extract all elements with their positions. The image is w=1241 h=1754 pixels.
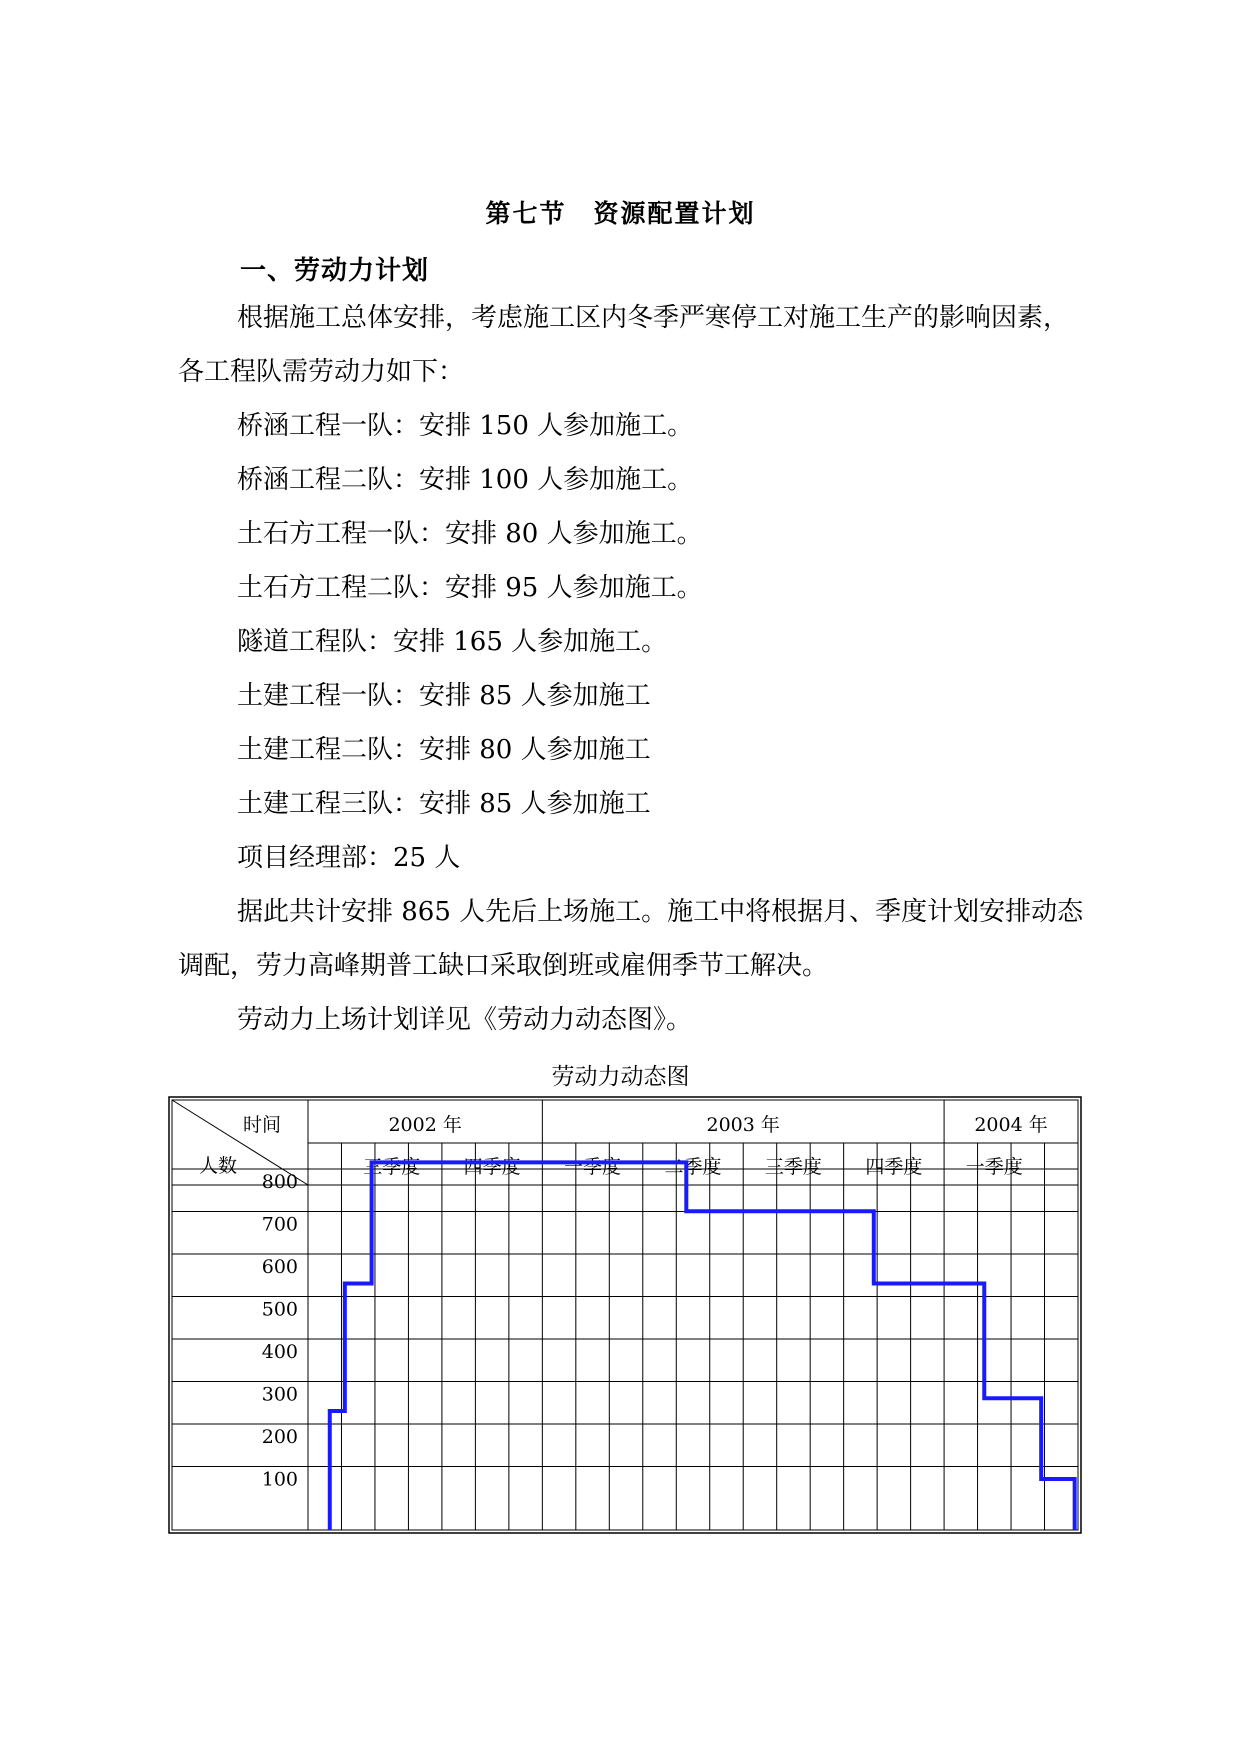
paragraph: 劳动力上场计划详见《劳动力动态图》。 xyxy=(237,1005,693,1035)
quarter-label: 四季度 xyxy=(463,1156,521,1178)
quarter-label: 三季度 xyxy=(764,1156,822,1178)
year-label: 2004 年 xyxy=(974,1114,1048,1136)
y-tick-label: 600 xyxy=(261,1256,298,1278)
year-label: 2003 年 xyxy=(706,1114,780,1136)
paragraph: 据此共计安排 865 人先后上场施工。施工中将根据月、季度计划安排动态调配，劳力高峰期普工缺口采取倒班或雇佣季节工解决。 xyxy=(178,897,1084,981)
corner-count-label: 人数 xyxy=(198,1155,238,1177)
y-tick-label: 500 xyxy=(261,1298,298,1321)
paragraph: 项目经理部：25 人 xyxy=(237,843,461,873)
paragraph: 土建工程三队：安排 85 人参加施工 xyxy=(237,789,651,819)
year-label: 2002 年 xyxy=(388,1114,462,1136)
quarter-label: 四季度 xyxy=(865,1156,923,1178)
y-tick-label: 300 xyxy=(261,1383,298,1406)
paragraph: 土石方工程二队：安排 95 人参加施工。 xyxy=(237,573,703,603)
chart-title: 劳动力动态图 xyxy=(551,1064,690,1090)
paragraph: 土石方工程一队：安排 80 人参加施工。 xyxy=(237,519,703,549)
section-heading: 一、劳动力计划 xyxy=(240,256,430,286)
paragraph: 隧道工程队：安排 165 人参加施工。 xyxy=(237,627,668,657)
page-title: 第七节 资源配置计划 xyxy=(485,199,756,228)
quarter-label: 一季度 xyxy=(564,1156,622,1178)
y-tick-label: 100 xyxy=(261,1468,298,1491)
y-tick-label: 400 xyxy=(261,1341,298,1363)
quarter-label: 二季度 xyxy=(664,1156,722,1178)
corner-time-label: 时间 xyxy=(242,1114,282,1136)
paragraph: 桥涵工程二队：安排 100 人参加施工。 xyxy=(237,465,694,495)
paragraph: 根据施工总体安排，考虑施工区内冬季严寒停工对施工生产的影响因素，各工程队需劳动力如下： xyxy=(178,303,1070,387)
paragraph: 桥涵工程一队：安排 150 人参加施工。 xyxy=(237,411,694,441)
y-tick-label: 800 xyxy=(261,1171,298,1193)
quarter-label: 一季度 xyxy=(965,1156,1023,1178)
quarter-label: 三季度 xyxy=(363,1156,421,1178)
paragraph: 土建工程二队：安排 80 人参加施工 xyxy=(237,735,651,765)
paragraph: 土建工程一队：安排 85 人参加施工 xyxy=(237,681,651,711)
y-tick-label: 200 xyxy=(261,1426,298,1448)
y-tick-label: 700 xyxy=(261,1213,298,1236)
